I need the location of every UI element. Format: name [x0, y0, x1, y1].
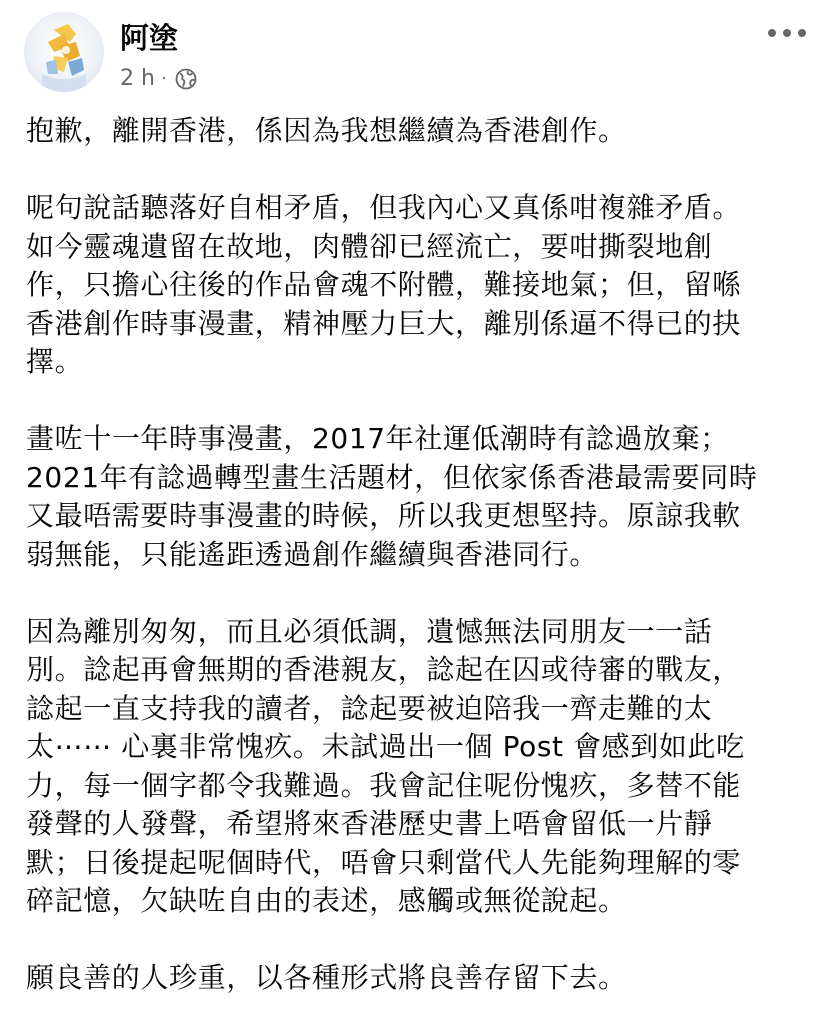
text-line: 抱歉，離開香港，係因為我想繼續為香港創作。 — [26, 114, 627, 147]
globe-icon[interactable] — [175, 68, 197, 90]
text-line: 太⋯⋯ 心裏非常愧疚。未試過出一個 Post 會感到如此吃 — [26, 730, 745, 763]
text-line: 弱無能，只能遙距透過創作繼續與香港同行。 — [26, 537, 599, 571]
text-line: 擇。 — [26, 345, 84, 378]
text-line: 如今靈魂遺留在故地，肉體卻已經流亡，要咁撕裂地創 — [26, 229, 713, 263]
text-line: 2021年有諗過轉型畫生活題材，但依家係香港最需要同時 — [26, 460, 758, 494]
text-line: 願良善的人珍重，以各種形式將良善存留下去。 — [26, 961, 627, 994]
text-line: 因為離別匆匆，而且必須低調，遺憾無法同朋友一一話 — [26, 614, 713, 648]
text-line: 香港創作時事漫畫，精神壓力巨大，離別係逼不得已的抉 — [26, 306, 742, 340]
avatar[interactable] — [24, 12, 104, 92]
post-paragraph — [26, 112, 802, 151]
post-header — [0, 0, 828, 100]
paragraph-gap — [26, 574, 802, 613]
paragraph-gap — [26, 921, 802, 960]
post-paragraph — [26, 959, 802, 998]
post-paragraph — [26, 613, 802, 921]
text-line: 畫咗十一年時事漫畫，2017年社運低潮時有諗過放棄； — [26, 422, 729, 455]
text-line: 力，每一個字都令我難過。我會記住呢份愧疚，多替不能 — [26, 768, 742, 802]
post-meta — [120, 64, 197, 94]
text-line: 又最唔需要時事漫畫的時候，所以我更想堅持。原諒我軟 — [26, 499, 742, 532]
post-paragraph — [26, 420, 802, 574]
text-line: 呢句說話聽落好自相矛盾，但我內心又真係咁複雜矛盾。 — [26, 191, 742, 224]
text-line: 碎記憶，欠缺咗自由的表述，感觸或無從說起。 — [26, 884, 627, 917]
text-line: 默；日後提起呢個時代，唔會只剩當代人先能夠理解的零 — [26, 845, 742, 879]
post-body — [26, 112, 802, 998]
more-options-icon[interactable] — [768, 20, 806, 46]
paragraph-gap — [26, 151, 802, 190]
text-line: 發聲的人發聲，希望將來香港歷史書上唔會留低一片靜 — [26, 807, 713, 840]
post-timestamp[interactable]: 2 h — [120, 66, 155, 91]
text-line: 別。諗起再會無期的香港親友，諗起在囚或待審的戰友， — [26, 653, 742, 686]
paragraph-gap — [26, 382, 802, 421]
post-paragraph — [26, 189, 802, 382]
text-line: 作，只擔心往後的作品會魂不附體，難接地氣；但，留喺 — [26, 268, 742, 301]
avatar-image — [24, 12, 104, 92]
author-name[interactable]: 阿塗 — [120, 21, 179, 55]
text-line: 諗起一直支持我的讀者，諗起要被迫陪我一齊走難的太 — [26, 691, 713, 725]
meta-separator: · — [160, 68, 167, 89]
